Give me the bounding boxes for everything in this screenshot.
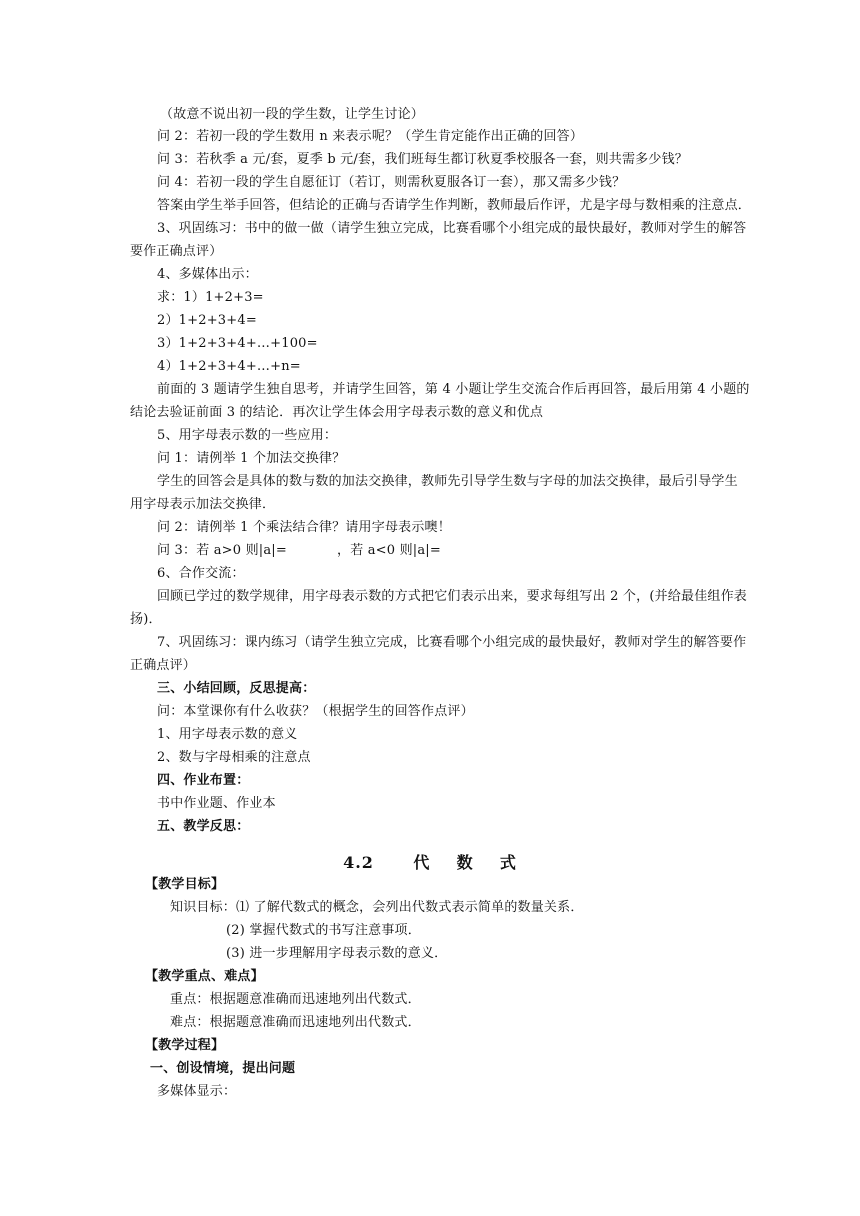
text-line: 答案由学生举手回答，但结论的正确与否请学生作判断，教师最后作评，尤是字母与数相乘的注意点． xyxy=(157,198,752,213)
text-line: 问 2：若初一段的学生数用 n 来表示呢？（学生肯定能作出正确的回答） xyxy=(157,129,584,144)
text-line: 难点：根据题意准确而迅速地列出代数式． xyxy=(170,1015,421,1030)
text-line: 要作正确点评） xyxy=(130,244,223,259)
text-line: 学生的回答会是具体的数与数的加法交换律，教师先引导学生数与字母的加法交换律，最后引导学生 xyxy=(157,474,738,489)
text-line: 4、多媒体出示： xyxy=(157,267,258,282)
section-heading: 【教学过程】 xyxy=(145,1038,225,1053)
text-line: 扬)． xyxy=(130,612,162,627)
text-line: 问 3：若 a>0 则|a|= xyxy=(157,543,287,558)
text-line: 前面的 3 题请学生独自思考，并请学生回答，第 4 小题让学生交流合作后再回答，最后用第 4 小题的 xyxy=(157,382,750,397)
section-heading: 五、教学反思： xyxy=(157,819,250,834)
text-line: 2）1+2+3+4= xyxy=(157,313,257,328)
text-line: 1、用字母表示数的意义 xyxy=(157,727,298,742)
section-heading: 四、作业布置： xyxy=(157,773,250,788)
text-line: （故意不说出初一段的学生数，让学生讨论） xyxy=(160,107,425,122)
text-line: 用字母表示加法交换律． xyxy=(130,497,276,512)
text-line: 书中作业题、作业本 xyxy=(157,796,276,811)
text-line: 问：本堂课你有什么收获？（根据学生的回答作点评） xyxy=(157,704,474,719)
text-line: 求：1）1+2+3= xyxy=(157,290,264,305)
section-heading: 一、创设情境，提出问题 xyxy=(150,1061,296,1076)
section-heading: 【教学目标】 xyxy=(145,877,225,892)
text-line: 5、用字母表示数的一些应用： xyxy=(157,428,338,443)
text-line: 回顾已学过的数学规律，用字母表示数的方式把它们表示出来，要求每组写出 2 个，(并给最佳组作表 xyxy=(157,589,748,604)
text-line: ，若 a<0 则|a|= xyxy=(337,543,441,558)
text-line: 4）1+2+3+4+…+n= xyxy=(157,359,301,374)
text-line: 问 1：请例举 1 个加法交换律？ xyxy=(157,451,346,466)
text-line: (3) 进一步理解用字母表示数的意义． xyxy=(226,946,448,961)
section-heading: 【教学重点、难点】 xyxy=(145,969,264,984)
text-line: 3、巩固练习：书中的做一做（请学生独立完成，比赛看哪个小组完成的最快最好，教师对学生的解答 xyxy=(157,221,747,236)
text-line: 7、巩固练习：课内练习（请学生独立完成，比赛看哪个小组完成的最快最好，教师对学生的解答要作 xyxy=(157,635,747,650)
text-line: 问 3：若秋季 a 元/套，夏季 b 元/套，我们班每生都订秋夏季校服各一套，则共需多少钱？ xyxy=(157,152,688,167)
text-line: 知识目标：⑴ 了解代数式的概念，会列出代数式表示简单的数量关系． xyxy=(170,900,584,915)
text-line: 6、合作交流： xyxy=(157,566,245,581)
text-line: 结论去验证前面 3 的结论．再次让学生体会用字母表示数的意义和优点 xyxy=(130,405,544,420)
section-heading: 三、小结回顾，反思提高： xyxy=(157,681,316,696)
text-line: 问 2：请例举 1 个乘法结合律？请用字母表示噢！ xyxy=(157,520,451,535)
text-line: (2) 掌握代数式的书写注意事项． xyxy=(226,923,421,938)
text-line: 问 4：若初一段的学生自愿征订（若订，则需秋夏服各订一套），那又需多少钱？ xyxy=(157,175,626,190)
text-line: 重点：根据题意准确而迅速地列出代数式． xyxy=(170,992,421,1007)
text-line: 2、数与字母相乘的注意点 xyxy=(157,750,311,765)
lesson-title: 4.2 代 数 式 xyxy=(343,853,517,872)
text-line: 多媒体显示： xyxy=(157,1084,237,1099)
text-line: 正确点评） xyxy=(130,658,197,673)
text-line: 3）1+2+3+4+…+100= xyxy=(157,336,318,351)
